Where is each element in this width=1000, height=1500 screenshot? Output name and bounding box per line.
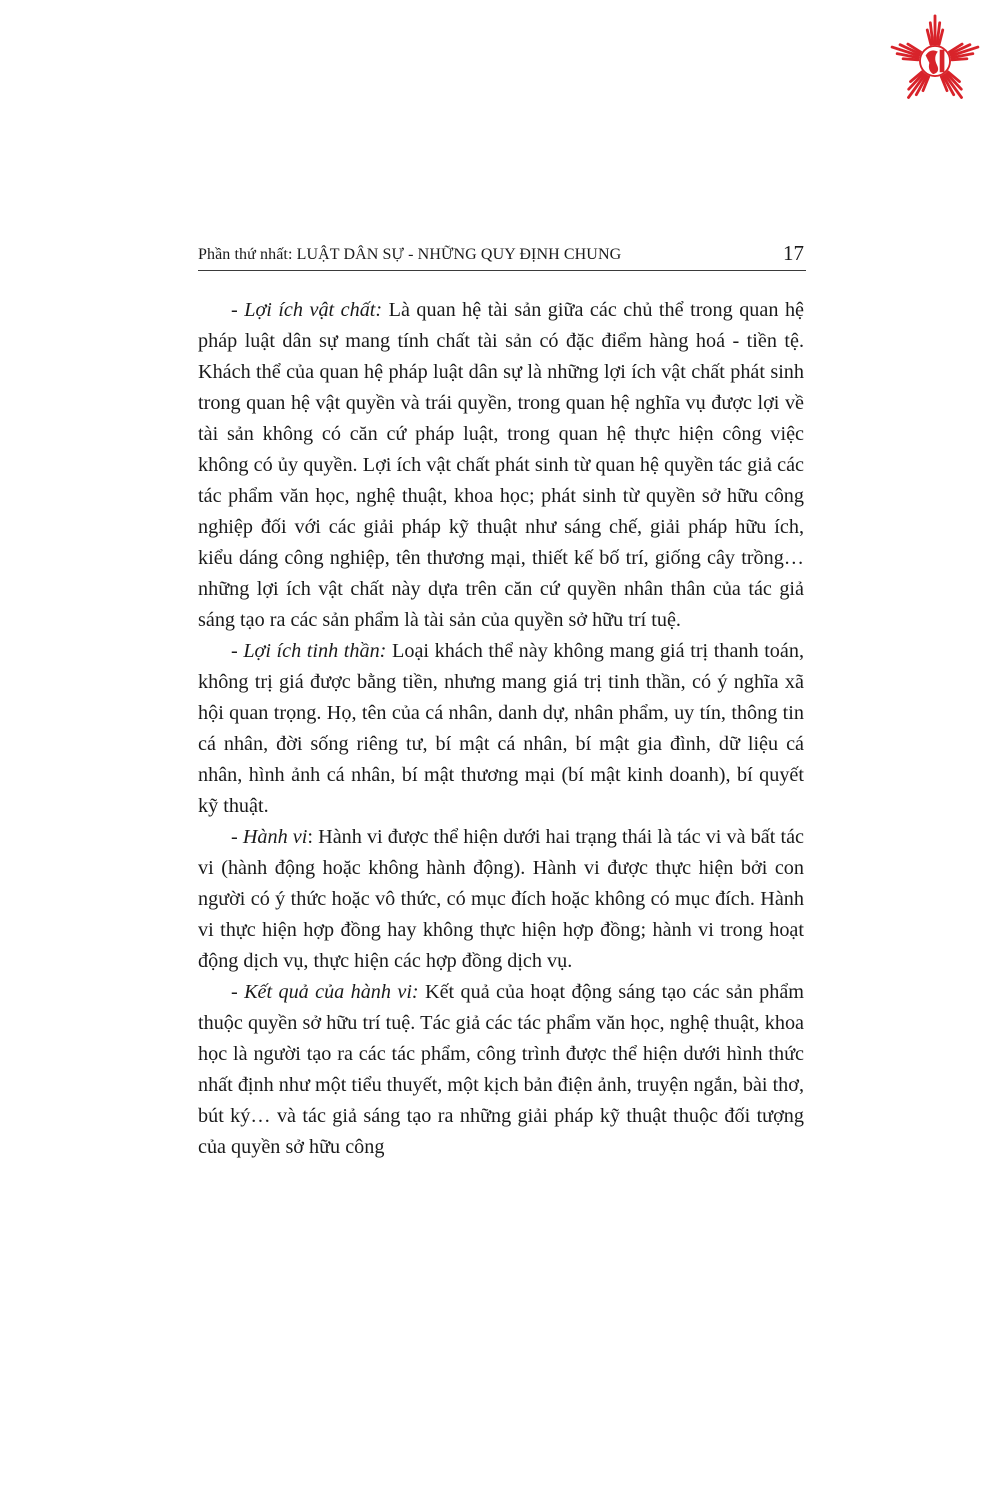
logo-ray xyxy=(903,59,918,60)
paragraph-loi-ich-tinh-than xyxy=(198,636,804,822)
paragraph-text: Loại khách thể này không mang giá trị thanh toán, không trị giá được bằng tiền, nhưng mang giá trị tinh thần, có ý nghĩa xã hội quan trọng. Họ, tên của cá nhân, danh dự, nhân phẩm, uy tín, thông tin cá nhân, đời sống riêng tư, bí mật cá nhân, bí mật gia đình, dữ liệu cá nhân, hình ảnh cá nhân, bí mật thương mại (bí mật kinh doanh), bí quyết kỹ thuật. xyxy=(198,640,804,817)
paragraph-lead: - Kết quả của hành vi: xyxy=(231,981,419,1003)
paragraph-ket-qua-cua-hanh-vi xyxy=(198,977,804,1163)
page-number: 17 xyxy=(783,241,804,265)
logo-ray xyxy=(952,59,967,60)
running-header xyxy=(198,238,806,271)
publisher-logo-star-emblem-icon xyxy=(888,14,982,108)
running-title: Phần thứ nhất: LUẬT DÂN SỰ - NHỮNG QUY ĐỊNH CHUNG xyxy=(198,246,622,263)
paragraph-text: Là quan hệ tài sản giữa các chủ thể trong quan hệ pháp luật dân sự mang tính chất tài sản có đặc điểm hàng hoá - tiền tệ. Khách thể của quan hệ pháp luật dân sự là những lợi ích vật chất phát sinh trong quan hệ vật quyền và trái quyền, trong quan hệ nghĩa vụ được lợi về tài sản không có căn cứ pháp luật, trong quan hệ thực hiện công việc không có ủy quyền. Lợi ích vật chất phát sinh từ quan hệ quyền tác giả các tác phẩm văn học, nghệ thuật, khoa học; phát sinh từ quyền sở hữu công nghiệp đối với các giải pháp kỹ thuật như sáng chế, giải pháp hữu ích, kiểu dáng công nghiệp, tên thương mại, thiết kế bố trí, giống cây trồng… những lợi ích vật chất này dựa trên căn cứ quyền nhân thân của tác giả sáng tạo ra các sản phẩm là tài sản của quyền sở hữu trí tuệ. xyxy=(198,299,804,631)
body-text xyxy=(198,295,804,1163)
paragraph-loi-ich-vat-chat xyxy=(198,295,804,636)
paragraph-hanh-vi xyxy=(198,822,804,977)
paragraph-text: Kết quả của hoạt động sáng tạo các sản phẩm thuộc quyền sở hữu trí tuệ. Tác giả các tác phẩm văn học, nghệ thuật, khoa học là người tạo ra các tác phẩm, công trình được thể hiện dưới hình thức nhất định như một tiểu thuyết, một kịch bản điện ảnh, truyện ngắn, bài thơ, bút ký… và tác giả sáng tạo ra những giải pháp kỹ thuật thuộc đối tượng của quyền sở hữu công xyxy=(198,981,804,1158)
paragraph-text: : Hành vi được thể hiện dưới hai trạng thái là tác vi và bất tác vi (hành động hoặc không hành động). Hành vi được thực hiện bởi con người có ý thức hoặc vô thức, có mục đích hoặc không có mục đích. Hành vi thực hiện hợp đồng hay không thực hiện hợp đồng; hành vi trong hoạt động dịch vụ, thực hiện các hợp đồng dịch vụ. xyxy=(198,826,805,972)
paragraph-lead: - Hành vi xyxy=(231,826,308,848)
paragraph-lead: - Lợi ích vật chất: xyxy=(231,299,383,321)
paragraph-lead: - Lợi ích tinh thần: xyxy=(231,640,387,662)
